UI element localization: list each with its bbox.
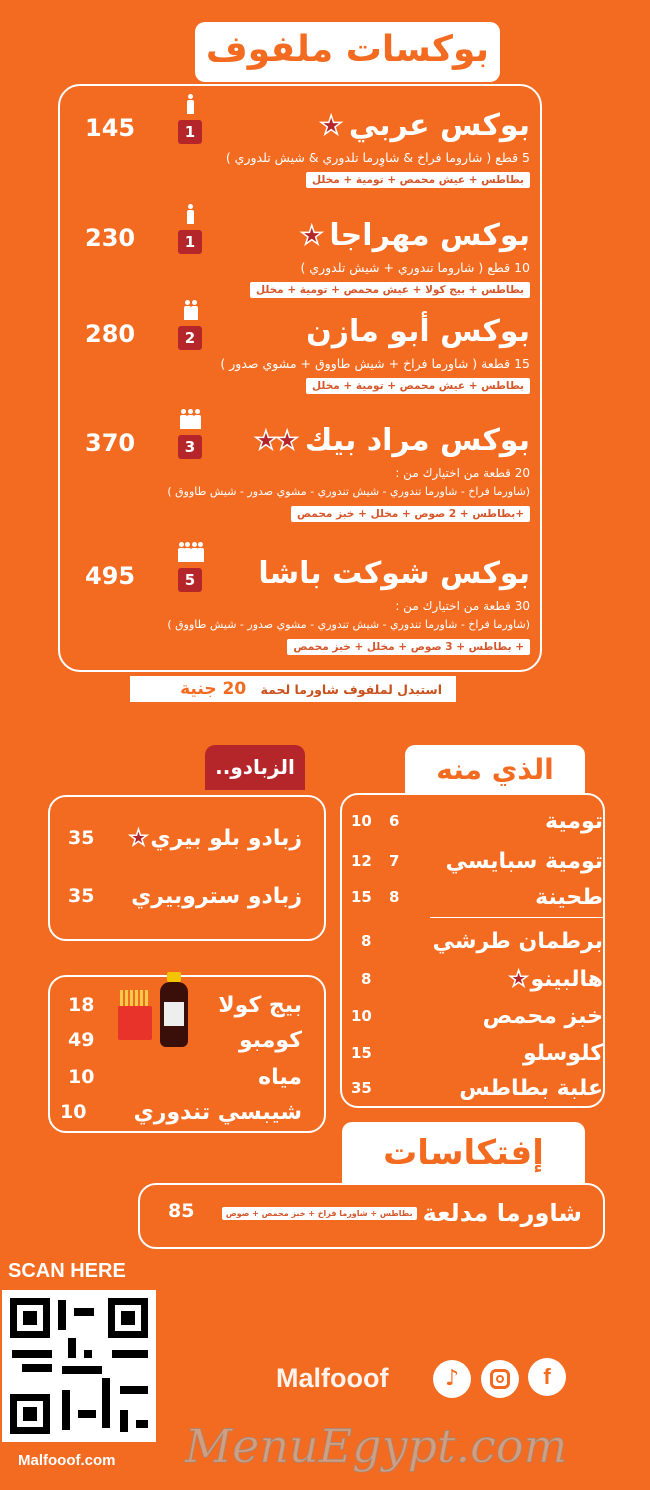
sauce-item [345,1001,603,1035]
sauce-item [345,846,603,880]
zabado-header [131,881,302,913]
person-icon [178,542,183,562]
sauce-name: كلوسلو [523,1041,603,1066]
scan-label: SCAN HERE [8,1260,126,1282]
box-header [306,312,530,352]
people-icon [178,204,202,230]
sauce-header [446,846,603,878]
zabado-item [60,881,302,917]
sauce-name: تومية سبايسي [445,849,603,874]
sauce-header [545,806,603,838]
box-header [254,421,530,461]
sauce-header [459,1073,603,1105]
sauce-price: 15 [351,1044,372,1062]
appetizer-name: شاورما مدلعة [422,1199,582,1227]
drink-item [60,1025,302,1059]
box-item [70,421,530,531]
sauce-item [345,926,603,960]
sauce-price-small: 6 [389,812,400,830]
zabado-section-title: الزبادو.. [205,745,305,790]
sauce-header [535,882,603,914]
person-icon [191,300,197,320]
sauce-item [345,1073,603,1107]
person-icon [187,94,193,114]
swap-note-price: 20 جنية [180,679,247,699]
people-icon [178,300,202,326]
tiktok-icon[interactable]: ♪ [433,1360,471,1398]
box-header [300,216,530,256]
box-price: 495 [85,562,136,590]
drink-name: بيج كولا [218,993,302,1018]
box-item [70,216,530,326]
drink-price: 49 [68,1029,95,1051]
watermark: MenuEgypt.com [185,1419,568,1473]
sauce-price-small: 8 [389,888,400,906]
zabado-price: 35 [68,885,95,907]
box-item [70,554,530,664]
zabado-item [60,823,302,859]
box-pieces: 5 قطع ( شاروما فراخ & شاوِرما تلدوري & شيش تلدوري ) [225,150,530,165]
box-name: بوكس مهراجا [329,218,530,253]
box-pieces: 20 قطعة من اختيارك من : [395,466,530,480]
person-icon [191,542,196,562]
star-icon: ★★ [254,426,297,456]
sauce-price-large: 10 [351,812,372,830]
box-price: 230 [85,224,136,252]
swap-note [130,676,456,702]
box-price: 280 [85,320,136,348]
box-price: 145 [85,114,136,142]
sauce-name: طحينة [535,885,603,910]
sauce-name: هالبينو [530,967,603,992]
swap-note-text: استبدل لملفوف شاورما لحمة [260,682,442,697]
box-name: بوكس أبو مازن [306,314,530,349]
website-link[interactable]: Malfooof.com [18,1452,116,1469]
sauce-price: 35 [351,1079,372,1097]
box-extras: بطاطس + عيش محمص + تومية + مخلل [306,172,530,188]
drink-name: شيبسي تندوري [133,1100,302,1125]
star-icon: ★ [508,967,527,992]
drink-item [60,1097,302,1131]
brand-name: Malfooof [276,1363,389,1393]
persons-count-badge: 1 [178,120,202,144]
person-icon [180,409,186,429]
person-icon [194,409,200,429]
sauce-header [509,964,603,996]
box-pieces: 15 قطعة ( شاورما فراخ + شيش طاووق + مشوي صدور ) [220,356,530,371]
appetizer-extras: بطاطس + شاورما فراخ + خبز محمص + صوص [222,1207,417,1220]
sauce-price-large: 12 [351,852,372,870]
box-name: بوكس عربي [348,108,530,143]
persons-count-badge: 5 [178,568,202,592]
persons-count-badge: 2 [178,326,202,350]
person-icon [197,542,202,562]
sauce-name: تومية [545,809,603,834]
box-extras: + بطاطس + 3 صوص + مخلل + خبز محمص [287,639,530,655]
star-icon: ★ [319,111,341,141]
star-icon: ★ [300,221,322,251]
drink-price: 10 [68,1066,95,1088]
person-icon [187,409,193,429]
instagram-icon[interactable] [481,1360,519,1398]
sauce-price-small: 7 [389,852,400,870]
people-icon [178,542,202,568]
box-price: 370 [85,429,136,457]
persons-count-badge: 3 [178,435,202,459]
drink-name: مياه [258,1065,302,1090]
people-icon [178,409,202,435]
sauces-section-title: الذي منه [405,745,585,795]
box-header [258,554,530,594]
person-icon [187,204,193,224]
sauce-price: 8 [361,970,372,988]
drink-item [60,990,302,1024]
zabado-name: زبادو ستروبيري [131,884,302,909]
box-header [320,106,530,146]
appetizers-section-title: إفتكاسات [342,1122,585,1184]
box-extras: +بطاطس + 2 صوص + مخلل + خبز محمص [291,506,530,522]
sauce-item [345,1038,603,1072]
sauce-item [345,806,603,840]
sauce-name: برطمان طرشي [432,929,603,954]
sauce-header [433,926,603,958]
sauce-price-large: 15 [351,888,372,906]
facebook-icon[interactable]: f [528,1358,566,1396]
people-icon [178,94,202,120]
box-item [70,106,530,216]
box-choices: (شاورما فراخ - شاورما تندوري - شيش تندوري - مشوي صدور - شيش طاووق ) [167,485,530,498]
sauce-header [523,1038,603,1070]
zabado-price: 35 [68,827,95,849]
appetizer-item [150,1196,582,1236]
star-icon: ★ [128,826,147,851]
person-icon [184,542,189,562]
sauces-divider [430,917,605,918]
persons-count-badge: 1 [178,230,202,254]
sauce-name: خبز محمص [482,1004,603,1029]
box-extras: بطاطس + بيج كولا + عيش محمص + تومية + مخلل [250,282,530,298]
drink-price: 18 [68,994,95,1016]
box-choices: (شاورما فراخ - شاورما تندوري - شيش تندوري - مشوي صدور - شيش طاووق ) [167,618,530,631]
person-icon [184,300,190,320]
drink-name: كومبو [239,1028,302,1053]
sauce-item [345,964,603,998]
box-pieces: 10 قطع ( شاروما تندوري + شيش تلدوري ) [300,260,530,275]
zabado-name: زبادو بلو بيري [150,826,302,851]
sauce-item [345,882,603,916]
sauce-price: 8 [361,932,372,950]
boxes-section-title: بوكسات ملفوف [195,22,500,82]
box-pieces: 30 قطعة من اختيارك من : [395,599,530,613]
drink-item [60,1062,302,1096]
drink-price: 10 [60,1101,87,1123]
sauce-header [483,1001,603,1033]
sauce-name: علبة بطاطس [459,1076,603,1101]
box-item [70,312,530,422]
box-extras: بطاطس + عيش محمص + تومية + مخلل [306,378,530,394]
appetizer-price: 85 [168,1200,195,1222]
qr-code[interactable] [2,1290,156,1442]
box-name: بوكس مراد بيك [304,423,530,458]
zabado-header [129,823,302,855]
sauce-price: 10 [351,1007,372,1025]
zabado-section-frame [48,795,326,941]
box-name: بوكس شوكت باشا [258,556,530,591]
